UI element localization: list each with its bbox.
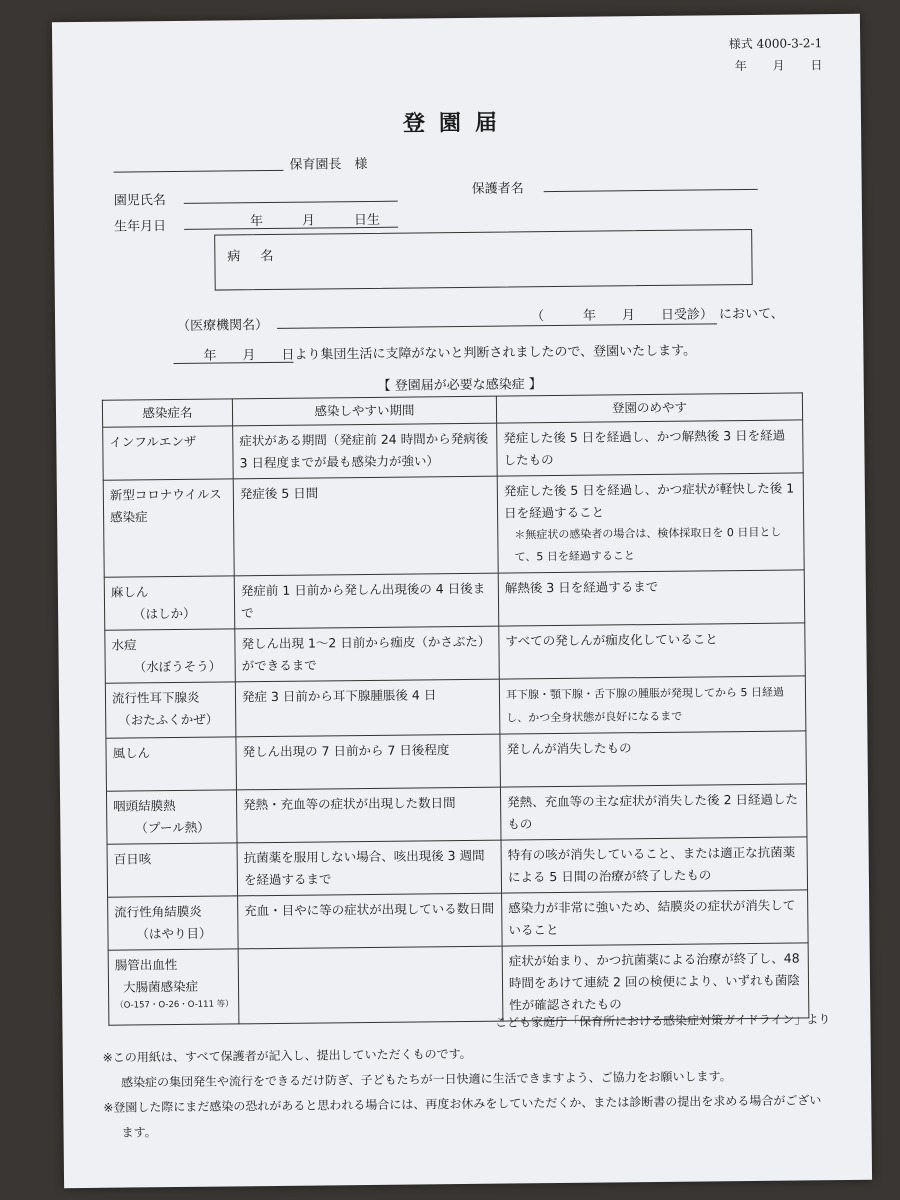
principal-label: 保育園長 様 [289,156,368,173]
contagious-period: 発しん出現の 7 日前から 7 日後程度 [242,742,450,760]
paper-sheet [52,14,872,1188]
criteria-note: ＊無症状の感染者の場合は、検体採取日を 0 日目として、5 日を経過すること [514,525,782,564]
birth-date-label: 生年月日 [113,219,167,235]
column-header: 感染しやすい期間 [232,396,496,426]
note-line: 感染症の集団発生や流行をできるだけ防ぎ、子どもたちが一日快適に生活できますよう、ご協力をお願いします。 [120,1069,732,1090]
medical-institution-field[interactable] [277,323,717,329]
disease-name-box[interactable] [214,229,753,291]
attendance-criteria: 特有の咳が消失していること、または適正な抗菌薬による 5 日間の治療が終了したもの [507,844,796,885]
nursery-name-field[interactable] [113,170,283,173]
column-header: 登園のめやす [496,393,802,423]
return-date-field[interactable] [173,362,293,364]
date-line: 年 月 日 [734,58,823,74]
disease-name: 水痘 [111,637,137,653]
child-name-field[interactable] [184,201,398,204]
contagious-period: 抗菌薬を服用しない場合、咳出現後 3 週間を経過するまで [243,847,485,888]
disease-alias: （はしか） [133,605,196,622]
table-row [104,570,805,630]
attendance-criteria: すべての発しんが痂皮化していること [505,631,718,649]
disease-name-label: 病 名 [227,248,282,265]
contagious-period: 発症前 1 日前から発しん出現後の 4 日後まで [240,580,486,621]
disease-alias: （プール熱） [135,819,210,836]
source-citation: こども家庭庁「保育所における感染症対策ガイドライン」より [495,1012,831,1030]
attendance-criteria: 症状が始まり、かつ抗菌薬による治療が終了し、48 時間をあけて連続 2 回の検便により、いずれも菌陰性が確認されたもの [508,950,800,1013]
contagious-period: 発症 3 日前から耳下腺腫脹後 4 日 [241,687,437,705]
birth-date-field[interactable] [184,227,398,230]
consultation-suffix: において、 [718,306,784,323]
table-row [105,623,806,683]
attendance-criteria: 発熱、充血等の主な症状が消失した後 2 日経過したもの [507,791,799,832]
disease-name: 風しん [112,745,151,761]
contagious-period: 充血・目やに等の症状が出現している数日間 [244,900,495,919]
attendance-criteria: 発しんが消失したもの [506,740,632,757]
disease-name: インフルエンザ [109,433,197,450]
child-name-label: 園児氏名 [113,193,166,209]
attendance-criteria: 発症した後 5 日を経過し、かつ解熱後 3 日を経過したもの [503,427,786,468]
attendance-criteria: 感染力が非常に強いため、結膜炎の症状が消失していること [508,897,796,938]
birth-date-fields: 年 月 日生 [249,212,381,230]
notes-section [103,1038,834,1146]
disease-name: 咽頭結膜熱 [113,798,176,814]
document-title: 登園届 [402,110,512,137]
disease-name-line2: 大腸菌感染症 [122,978,199,995]
table-row [103,420,804,480]
disease-alias: （はやり目） [136,925,212,942]
form-number: 様式 4000-3-2-1 [728,36,823,52]
disease-name: 流行性角結膜炎 [114,903,202,920]
section-title: 【 登園届が必要な感染症 】 [377,377,542,394]
attendance-criteria: 解熱後 3 日を経過するまで [504,578,659,596]
table-row [106,731,807,791]
disease-name: 新型コロナウイルス感染症 [109,486,222,525]
table-row [103,473,804,577]
note-line: ※この用紙は、すべて保護者が記入し、提出していただくものです。 [102,1046,472,1065]
table-row [108,890,809,950]
consultation-date: （ 年 月 日受診） [530,307,714,325]
contagious-period: 発しん出現 1～2 日前から痂皮（かさぶた）ができるまで [241,633,491,674]
attendance-criteria: 発症した後 5 日を経過し、かつ症状が軽快した後 1 日を経過すること [503,480,795,521]
note-line: ※登園した際にまだ感染の恐れがあると思われる場合には、再度お休みをしていただくか、または診断書の提出を求める場合がございます。 [103,1093,822,1140]
column-header: 感染症名 [102,399,232,427]
table-row [106,784,807,844]
contagious-period: 発症後 5 日間 [239,485,319,502]
infectious-disease-table [102,392,810,1025]
medical-institution-label: （医療機関名） [177,318,269,334]
attendance-criteria: 耳下腺・顎下腺・舌下腺の腫脹が発現してから 5 日経過し、かつ全身状態が良好になるまで [505,685,785,725]
contagious-period: 発熱・充血等の症状が出現した数日間 [243,795,456,813]
disease-alias: （おたふくかぜ） [118,711,219,728]
contagious-period: 症状がある期間（発症前 24 時間から発病後 3 日程度までが最も感染力が強い） [239,430,489,471]
attendance-statement: 年 月 日より集団生活に支障がないと判断されましたので、登園いたします。 [203,343,697,364]
table-row [105,676,806,738]
disease-name: 腸管出血性 [114,957,178,973]
disease-name: 流行性耳下腺炎 [111,689,200,706]
disease-name: 麻しん [110,584,149,600]
disease-name: 百日咳 [113,851,152,867]
table-row [107,837,808,897]
disease-strains: （O-157・O-26・O-111 等） [115,999,234,1011]
guardian-label: 保護者名 [471,181,524,197]
guardian-name-field[interactable] [544,189,758,192]
disease-alias: （水ぼうそう） [133,658,222,675]
